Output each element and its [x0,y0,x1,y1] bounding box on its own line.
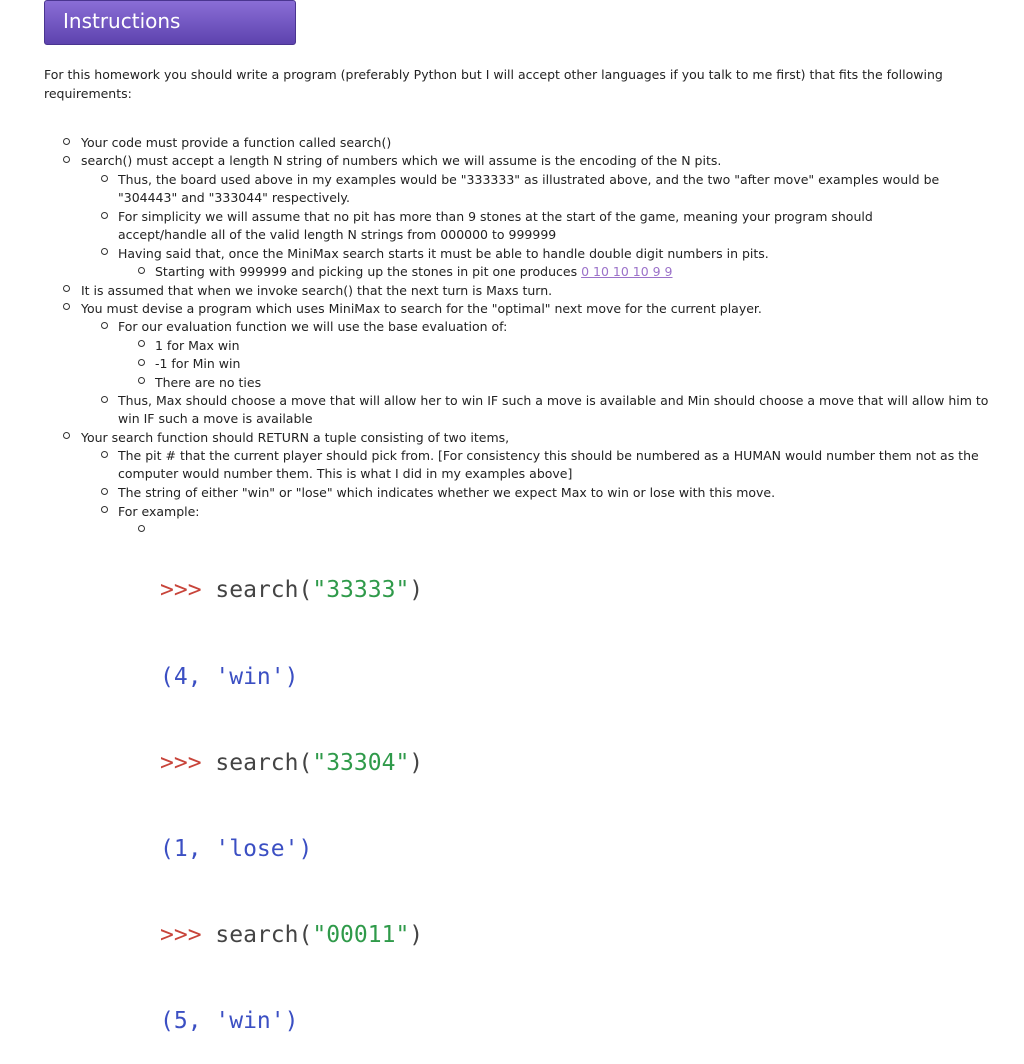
list-item: For our evaluation function we will use the base evaluation of: [118,319,508,334]
bullet-icon [63,138,70,145]
list-item: Your search function should RETURN a tuple consisting of two items, [81,430,510,445]
code-arg: "33304" [312,749,410,776]
code-prompt: >>> [160,921,202,948]
list-item: The pit # that the current player should pick from. [For consistency this should be numbered as a HUMAN would number them not as the computer would number them. This is what I did in my examples above] [118,448,979,482]
bullet-icon [63,156,70,163]
bullet-icon [101,248,108,255]
bullet-icon [101,451,108,458]
code-arg: "33333" [312,577,410,604]
list-item-text: Starting with 999999 and picking up the stones in pit one produces [155,264,578,279]
code-call-line: >>> search("33304") [160,749,424,776]
code-function: search [215,921,299,948]
list-item: search() must accept a length N string of numbers which we will assume is the encoding of the N pits. [81,153,722,168]
list-item: The string of either "win" or "lose" which indicates whether we expect Max to win or lose with this move. [118,485,776,500]
pit-example-link[interactable]: 0 10 10 10 9 9 [581,264,673,279]
bullet-icon [138,340,145,347]
list-item: 1 for Max win [155,338,240,353]
list-item [155,263,673,281]
bullet-icon [101,212,108,219]
list-item: For simplicity we will assume that no pit has more than 9 stones at the start of the game, meaning your program should accept/handle all of the valid length N strings from 000000 to 999999 [118,209,873,243]
bullet-icon [63,303,70,310]
list-item: Having said that, once the MiniMax search starts it must be able to handle double digit numbers in pits. [118,246,769,261]
bullet-icon [101,322,108,329]
list-item: Your code must provide a function called search() [81,135,392,150]
code-call-line: >>> search("00011") [160,921,424,948]
code-function: search [215,577,299,604]
code-arg: "00011" [312,921,410,948]
code-prompt: >>> [160,577,202,604]
list-item: -1 for Min win [155,356,241,371]
bullet-icon [138,359,145,366]
code-result-line: (5, 'win') [160,1007,299,1034]
instructions-header [44,0,296,45]
code-result-line: (1, 'lose') [160,835,313,862]
code-function: search [215,749,299,776]
bullet-icon [138,525,145,532]
page-title: Instructions [63,9,181,33]
bullet-icon [63,285,70,292]
list-item: It is assumed that when we invoke search() that the next turn is Maxs turn. [81,283,553,298]
bullet-icon [101,396,108,403]
bullet-icon [138,267,145,274]
bullet-icon [101,175,108,182]
list-item: For example: [118,504,200,519]
list-item: There are no ties [155,375,262,390]
bullet-icon [138,377,145,384]
list-item: You must devise a program which uses MiniMax to search for the "optimal" next move for the current player. [81,301,762,316]
code-result-line: (4, 'win') [160,663,299,690]
code-prompt: >>> [160,749,202,776]
bullet-icon [101,488,108,495]
list-item: Thus, the board used above in my examples would be "333333" as illustrated above, and the two "after move" examples would be "304443" and "333044" respectively. [118,172,940,206]
code-call-line: >>> search("33333") [160,577,424,604]
bullet-icon [63,432,70,439]
bullet-icon [101,506,108,513]
code-example [160,519,423,1064]
intro-paragraph: For this homework you should write a program (preferably Python but I will accept other languages if you talk to me first) that fits the following requirements: [44,67,943,101]
list-item: Thus, Max should choose a move that will allow her to win IF such a move is available and Min should choose a move that will allow him to win IF such a move is available [118,393,989,427]
